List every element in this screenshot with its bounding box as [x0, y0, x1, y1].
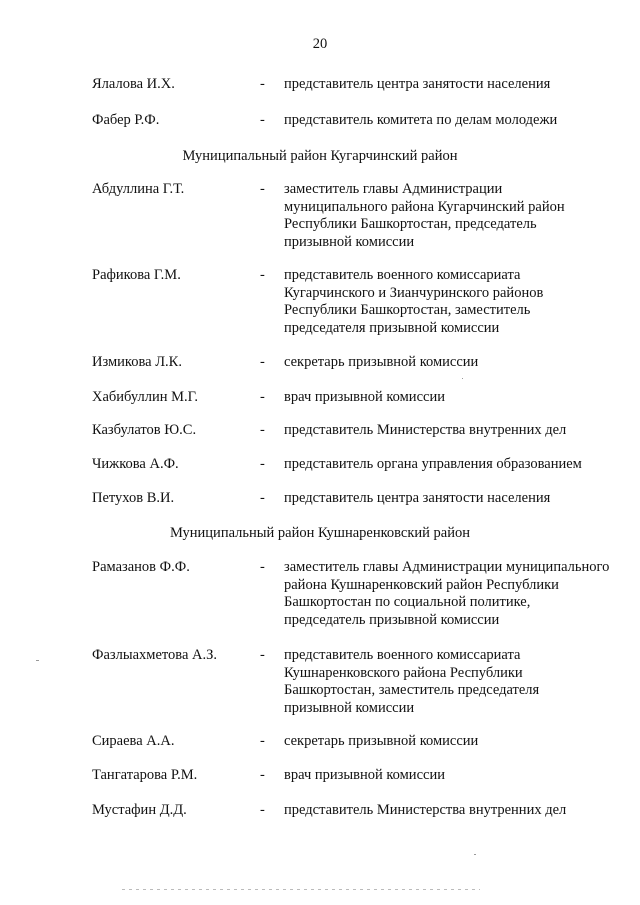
separator-dash: -: [260, 389, 265, 405]
separator-dash: -: [260, 422, 265, 438]
separator-dash: -: [260, 802, 265, 818]
separator-dash: -: [260, 267, 265, 283]
scan-speck: [462, 378, 463, 379]
member-role: представитель военного комиссариата Кугарчинского и Зианчуринского районов Республики Башкортостан, заместитель председателя призывной комиссии: [284, 267, 544, 336]
scan-speck: [474, 854, 476, 855]
member-role: представитель органа управления образованием: [284, 456, 582, 472]
member-role: представитель Министерства внутренних дел: [284, 802, 567, 818]
member-name: Ялалова И.Х.: [92, 76, 175, 92]
member-name: Петухов В.И.: [92, 490, 175, 506]
member-role: представитель Министерства внутренних дел: [284, 422, 567, 438]
member-role: секретарь призывной комиссии: [284, 354, 479, 370]
member-role: заместитель главы Администрации муниципального района Кушнаренковский район Республики Башкортостан по социальной политике, председатель призывной комиссии: [284, 559, 610, 628]
member-name: Фабер Р.Ф.: [92, 112, 160, 128]
member-role: заместитель главы Администрации муниципального района Кугарчинский район Республики Башкортостан, председатель призывной комиссии: [284, 181, 565, 250]
member-role: представитель комитета по делам молодежи: [284, 112, 558, 128]
member-name: Хабибуллин М.Г.: [92, 389, 198, 405]
separator-dash: -: [260, 456, 265, 472]
member-name: Рамазанов Ф.Ф.: [92, 559, 190, 575]
member-name: Тангатарова Р.М.: [92, 767, 198, 783]
scan-speck: [36, 660, 39, 661]
page-number: 20: [312, 36, 328, 52]
separator-dash: -: [260, 733, 265, 749]
scan-footer-noise: [120, 888, 480, 891]
separator-dash: -: [260, 354, 265, 370]
section-heading: Муниципальный район Кушнаренковский район: [170, 525, 470, 541]
member-name: Сираева А.А.: [92, 733, 175, 749]
member-name: Казбулатов Ю.С.: [92, 422, 197, 438]
member-role: представитель центра занятости населения: [284, 490, 551, 506]
member-name: Мустафин Д.Д.: [92, 802, 187, 818]
member-name: Абдуллина Г.Т.: [92, 181, 185, 197]
separator-dash: -: [260, 112, 265, 128]
member-name: Измикова Л.К.: [92, 354, 182, 370]
separator-dash: -: [260, 76, 265, 92]
member-role: представитель военного комиссариата Кушнаренковского района Республики Башкортостан, заместитель председателя призывной комиссии: [284, 647, 540, 716]
separator-dash: -: [260, 490, 265, 506]
member-name: Рафикова Г.М.: [92, 267, 181, 283]
member-role: врач призывной комиссии: [284, 767, 445, 783]
separator-dash: -: [260, 767, 265, 783]
separator-dash: -: [260, 559, 265, 575]
member-role: секретарь призывной комиссии: [284, 733, 479, 749]
section-heading: Муниципальный район Кугарчинский район: [182, 148, 458, 164]
member-name: Фазлыахметова А.З.: [92, 647, 217, 663]
member-role: представитель центра занятости населения: [284, 76, 551, 92]
member-name: Чижкова А.Ф.: [92, 456, 179, 472]
member-role: врач призывной комиссии: [284, 389, 445, 405]
separator-dash: -: [260, 181, 265, 197]
separator-dash: -: [260, 647, 265, 663]
